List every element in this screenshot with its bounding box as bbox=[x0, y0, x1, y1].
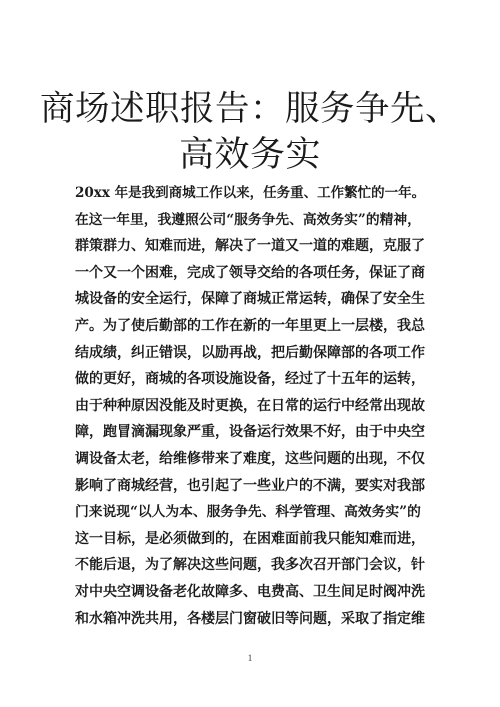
body-line: 结成绩，纠正错误，以励再战，把后勤保障部的各项工作 bbox=[75, 344, 425, 361]
body-line: 由于种种原因没能及时更换，在日常的运行中经常出现故 bbox=[75, 397, 425, 414]
document-body bbox=[75, 180, 425, 632]
page-number: 1 bbox=[247, 653, 253, 663]
body-line: 群策群力、知难而进，解决了一道又一道的难题，克服了 bbox=[75, 238, 425, 255]
body-line: 城设备的安全运行，保障了商城正常运转，确保了安全生 bbox=[75, 291, 425, 308]
title-line-2: 高效务实 bbox=[178, 135, 321, 175]
body-line: 影响了商城经营，也引起了一些业户的不满，要实对我部 bbox=[75, 477, 425, 494]
body-line: 调设备太老，给维修带来了难度，这些问题的出现，不仅 bbox=[75, 450, 425, 467]
body-line: 一个又一个困难，完成了领导交给的各项任务，保证了商 bbox=[75, 264, 425, 281]
body-line: 产。为了使后勤部的工作在新的一年里更上一层楼，我总 bbox=[75, 317, 425, 334]
body-line: 对中央空调设备老化故障多、电费高、卫生间足时阀冲洗 bbox=[75, 583, 425, 600]
body-line: 这一目标，是必须做到的，在困难面前我只能知难而进， bbox=[75, 530, 425, 547]
body-line: 和水箱冲洗共用，各楼层门窗破旧等问题，采取了指定维 bbox=[75, 610, 425, 627]
body-line: 障，跑冒滴漏现象严重，设备运行效果不好，由于中央空 bbox=[75, 424, 425, 441]
body-line: 在这一年里，我遵照公司“服务争先、高效务实”的精神， bbox=[75, 211, 421, 228]
body-line: 做的更好，商城的各项设施设备，经过了十五年的运转， bbox=[75, 371, 425, 388]
body-line: 门来说现“以人为本、服务争先、科学管理、高效务实”的 bbox=[75, 504, 421, 521]
body-line: 20xx 年是我到商城工作以来，任务重、工作繁忙的一年。 bbox=[75, 185, 426, 201]
document-title bbox=[40, 86, 460, 178]
body-line: 不能后退，为了解决这些问题，我多次召开部门会议，针 bbox=[75, 557, 425, 574]
title-line-1: 商场述职报告：服务争先、 bbox=[40, 89, 460, 129]
